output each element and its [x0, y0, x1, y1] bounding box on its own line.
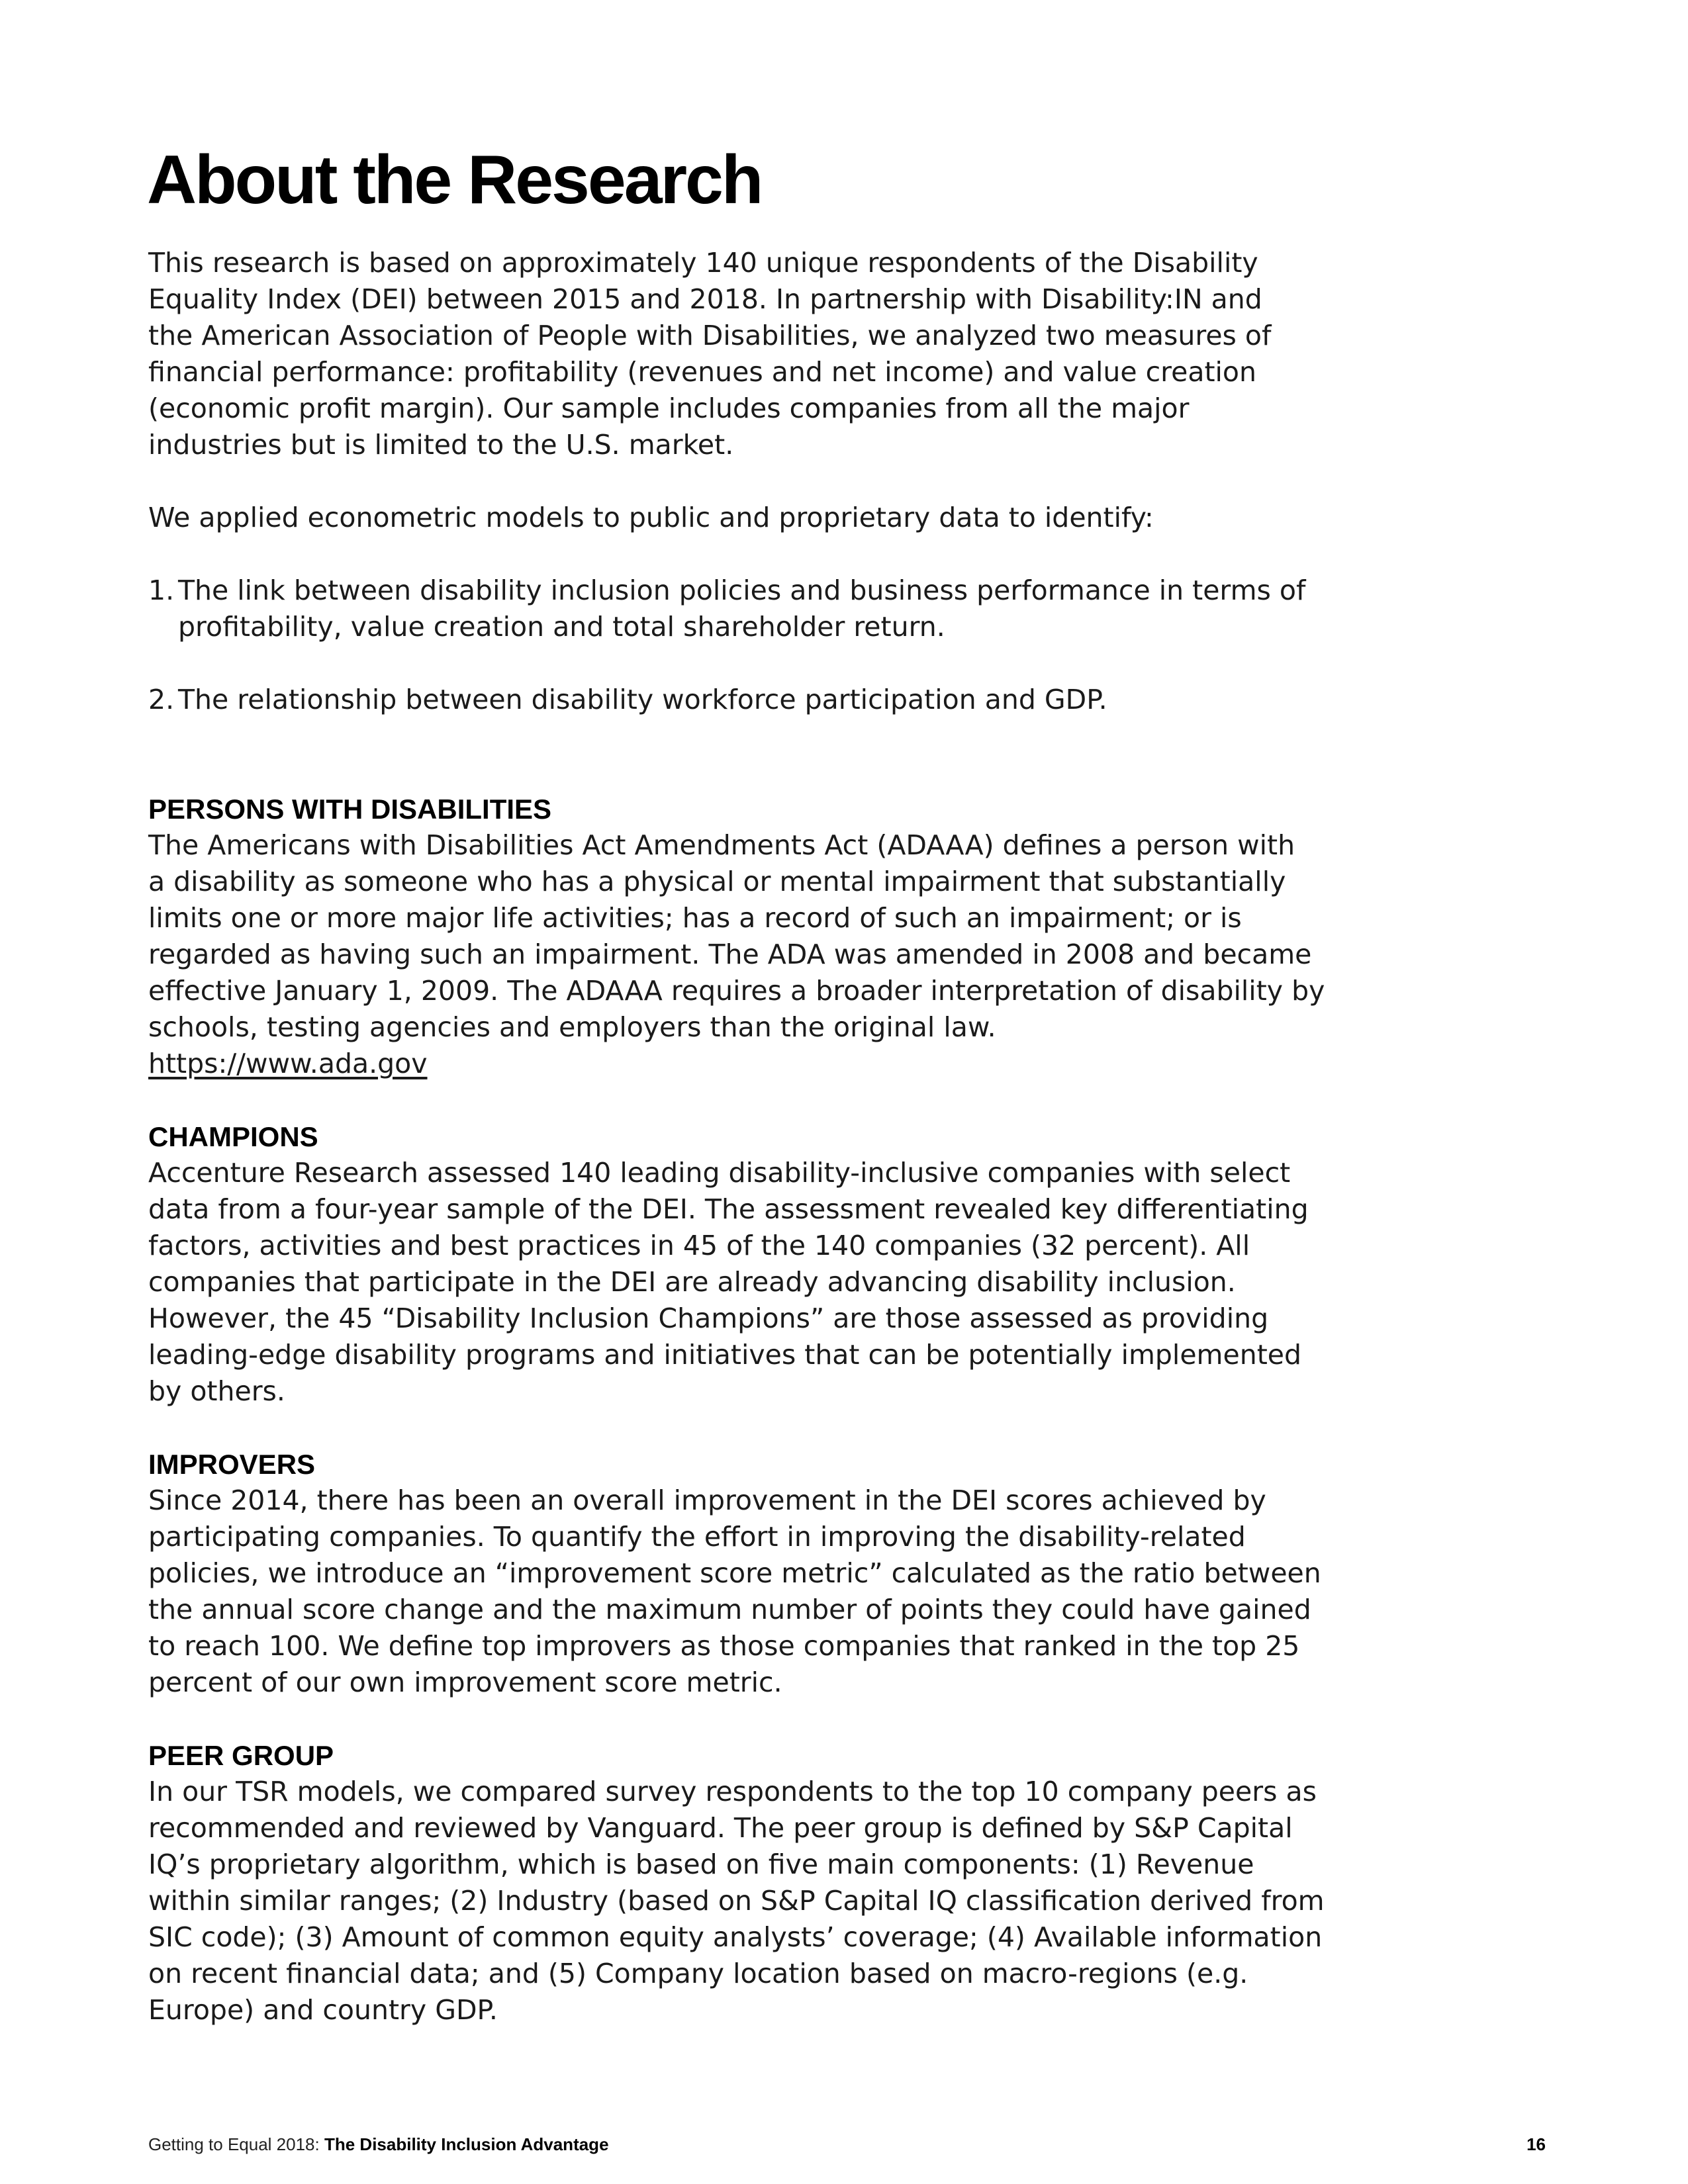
text-line: The link between disability inclusion policies and business performance in terms of — [178, 574, 1306, 606]
text-line: data from a four-year sample of the DEI. The assessment revealed key differentiating — [148, 1193, 1309, 1225]
text-line: Accenture Research assessed 140 leading disability-inclusive companies with select — [148, 1157, 1291, 1189]
text-line: The Americans with Disabilities Act Amendments Act (ADAAA) defines a person with — [148, 829, 1295, 861]
text-line: However, the 45 “Disability Inclusion Champions” are those assessed as providing — [148, 1302, 1269, 1334]
section-improvers — [148, 1446, 1538, 1701]
text-line: Europe) and country GDP. — [148, 1994, 498, 2026]
footer-prefix: Getting to Equal 2018: — [148, 2134, 324, 2154]
text-line: to reach 100. We define top improvers as those companies that ranked in the top 25 — [148, 1630, 1300, 1662]
text-line: factors, activities and best practices in 45 of the 140 companies (32 percent). All — [148, 1230, 1250, 1261]
section-persons-with-disabilities — [148, 791, 1538, 1082]
item-text — [178, 572, 1538, 645]
text-line: This research is based on approximately 140 unique respondents of the Disability — [148, 247, 1258, 279]
page-title: About the Research — [147, 142, 762, 218]
text-line: industries but is limited to the U.S. market. — [148, 429, 734, 461]
section-heading: CHAMPIONS — [148, 1121, 318, 1152]
section-heading: PEER GROUP — [148, 1740, 334, 1771]
text-line: In our TSR models, we compared survey respondents to the top 10 company peers as — [148, 1776, 1317, 1807]
text-line: recommended and reviewed by Vanguard. The peer group is defined by S&P Capital — [148, 1812, 1293, 1844]
footer-report-title: The Disability Inclusion Advantage — [324, 2134, 609, 2154]
text-line: policies, we introduce an “improvement score metric” calculated as the ratio between — [148, 1557, 1321, 1589]
text-line: companies that participate in the DEI are already advancing disability inclusion. — [148, 1266, 1236, 1298]
text-line: schools, testing agencies and employers than the original law. — [148, 1011, 996, 1043]
section-champions — [148, 1118, 1538, 1410]
text-line: limits one or more major life activities; has a record of such an impairment; or is — [148, 902, 1242, 934]
section-heading: IMPROVERS — [148, 1449, 316, 1480]
page-number: 16 — [1526, 2134, 1546, 2154]
ada-link[interactable]: https://www.ada.gov — [148, 1048, 428, 1079]
text-line: profitability, value creation and total shareholder return. — [178, 611, 945, 643]
text-line: the annual score change and the maximum number of points they could have gained — [148, 1594, 1311, 1625]
text-line: effective January 1, 2009. The ADAAA requires a broader interpretation of disability by — [148, 975, 1325, 1007]
text-line: leading-edge disability programs and initiatives that can be potentially implemented — [148, 1339, 1302, 1371]
text-line: financial performance: profitability (revenues and net income) and value creation — [148, 356, 1256, 388]
document-body — [148, 245, 1538, 2028]
item-number: 2. — [148, 684, 175, 715]
text-line: Since 2014, there has been an overall improvement in the DEI scores achieved by — [148, 1484, 1266, 1516]
numbered-item-2 — [148, 682, 1538, 718]
text-line: by others. — [148, 1375, 285, 1407]
text-line: SIC code); (3) Amount of common equity analysts’ coverage; (4) Available information — [148, 1921, 1323, 1953]
text-line: (economic profit margin). Our sample includes companies from all the major — [148, 392, 1190, 424]
text-line: percent of our own improvement score metric. — [148, 1666, 782, 1698]
text-line: a disability as someone who has a physical or mental impairment that substantially — [148, 866, 1286, 897]
item-number: 1. — [148, 574, 175, 606]
section-peer-group — [148, 1737, 1538, 2028]
methods-intro: We applied econometric models to public and proprietary data to identify: — [148, 502, 1154, 533]
item-text — [178, 682, 1538, 718]
page-footer — [148, 2133, 609, 2156]
section-heading: PERSONS WITH DISABILITIES — [148, 794, 552, 825]
text-line: participating companies. To quantify the effort in improving the disability-related — [148, 1521, 1246, 1553]
text-line: Equality Index (DEI) between 2015 and 2018. In partnership with Disability:IN and — [148, 283, 1262, 315]
text-line: The relationship between disability workforce participation and GDP. — [178, 684, 1107, 715]
numbered-item-1 — [148, 572, 1538, 645]
text-line: the American Association of People with Disabilities, we analyzed two measures of — [148, 320, 1272, 351]
text-line: on recent financial data; and (5) Company location based on macro-regions (e.g. — [148, 1958, 1248, 1989]
text-line: within similar ranges; (2) Industry (based on S&P Capital IQ classification derived from — [148, 1885, 1325, 1917]
text-line: IQ’s proprietary algorithm, which is based on five main components: (1) Revenue — [148, 1848, 1254, 1880]
intro-paragraph — [148, 245, 1538, 463]
text-line: regarded as having such an impairment. The ADA was amended in 2008 and became — [148, 938, 1312, 970]
